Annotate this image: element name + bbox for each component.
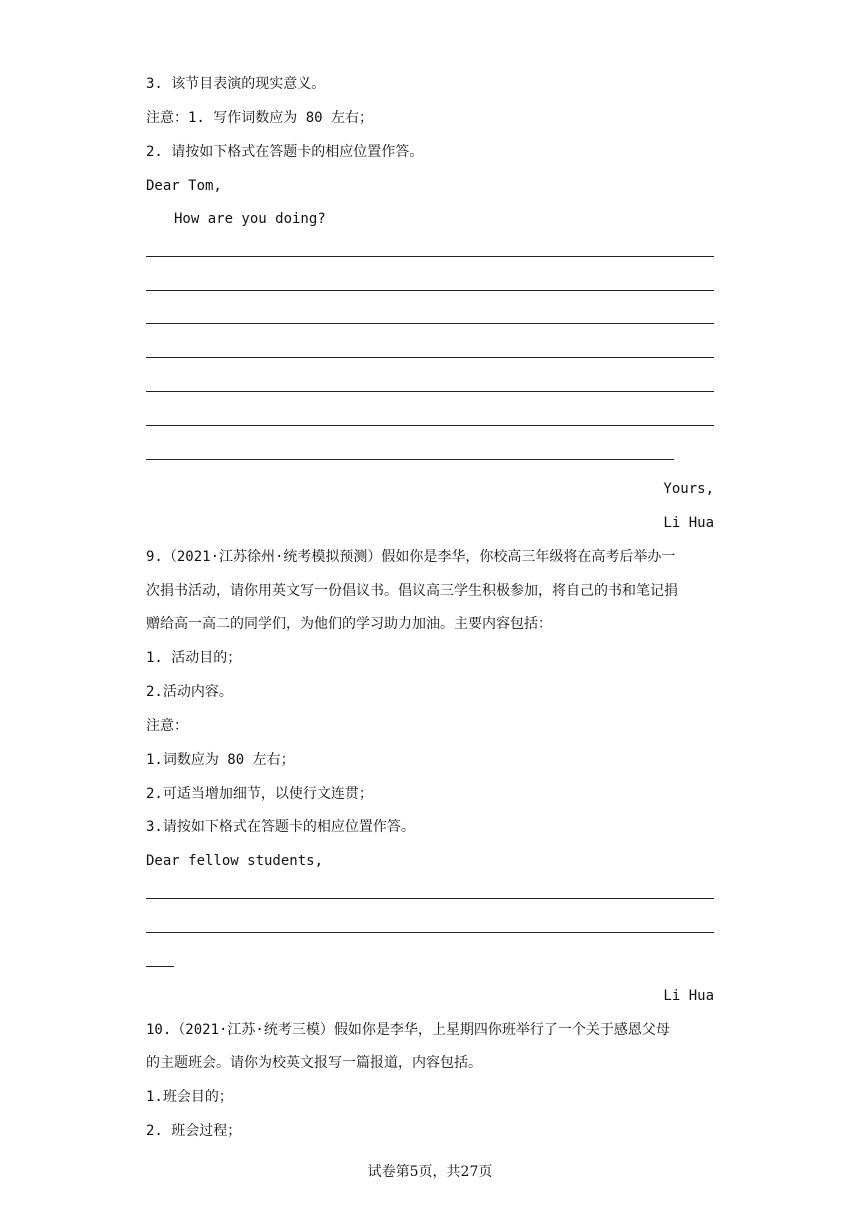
q9-note-1: 1.词数应为 80 左右；: [146, 752, 295, 768]
answer-line: [146, 932, 714, 933]
q9-note-label: 注意：: [146, 718, 188, 734]
q8-greeting: Dear Tom,: [146, 178, 222, 194]
q9-prompt-line-3: 赠给高一高二的同学们，为他们的学习助力加油。主要内容包括：: [146, 616, 552, 632]
q9-item-2: 2.活动内容。: [146, 684, 233, 700]
q8-note-2: 2. 请按如下格式在答题卡的相应位置作答。: [146, 144, 424, 160]
q8-closing: Yours,: [663, 481, 714, 497]
page-footer: 试卷第5页，共27页: [367, 1164, 493, 1180]
q8-signature: Li Hua: [663, 515, 714, 531]
q9-greeting: Dear fellow students,: [146, 853, 324, 869]
answer-line: [146, 425, 714, 426]
answer-line: [146, 966, 174, 967]
answer-line: [146, 323, 714, 324]
q10-item-2: 2. 班会过程；: [146, 1123, 242, 1139]
answer-line: [146, 357, 714, 358]
q8-note-1: 注意：1. 写作词数应为 80 左右；: [146, 110, 374, 126]
answer-line: [146, 459, 674, 460]
q9-signature: Li Hua: [663, 988, 714, 1004]
q9-item-1: 1. 活动目的；: [146, 650, 242, 666]
q9-note-2: 2.可适当增加细节，以使行文连贯；: [146, 786, 373, 802]
q10-prompt-line-2: 的主题班会。请你为校英文报写一篇报道，内容包括。: [146, 1055, 482, 1071]
q9-note-3: 3.请按如下格式在答题卡的相应位置作答。: [146, 819, 415, 835]
q8-item-3: 3. 该节目表演的现实意义。: [146, 76, 326, 92]
answer-line: [146, 898, 714, 899]
answer-line: [146, 391, 714, 392]
answer-line: [146, 290, 714, 291]
q9-prompt-line-1: 9.（2021·江苏徐州·统考模拟预测）假如你是李华，你校高三年级将在高考后举办一: [146, 549, 676, 565]
q9-prompt-line-2: 次捐书活动，请你用英文写一份倡议书。倡议高三学生积极参加，将自己的书和笔记捐: [146, 583, 678, 599]
answer-line: [146, 256, 714, 257]
q8-opening: How are you doing?: [174, 211, 326, 227]
q10-item-1: 1.班会目的；: [146, 1089, 233, 1105]
q10-prompt-line-1: 10.（2021·江苏·统考三模）假如你是李华，上星期四你班举行了一个关于感恩父母: [146, 1022, 670, 1038]
